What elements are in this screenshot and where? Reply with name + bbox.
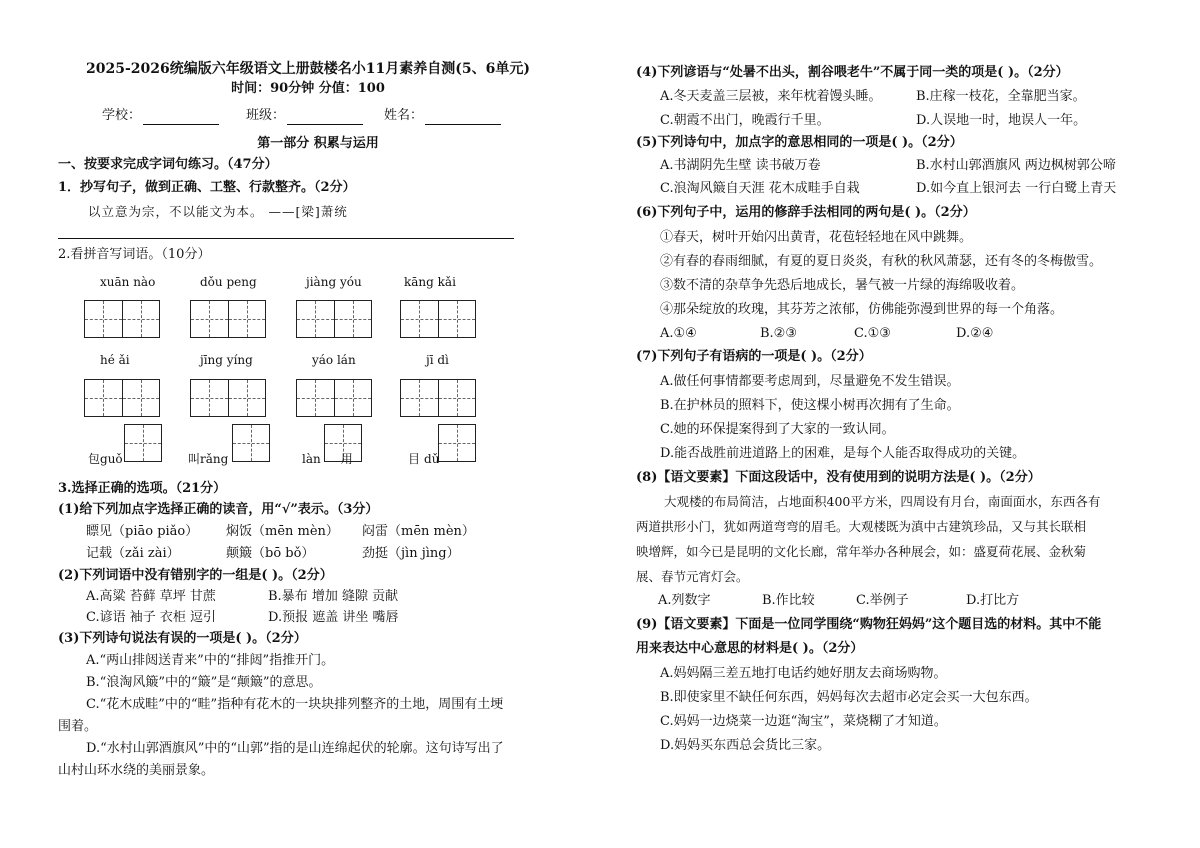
q5-title: (5)下列诗句中，加点字的意思相同的一项是( )。（2分） bbox=[636, 135, 963, 150]
q8-passage-1: 大观楼的布局简洁，占地面积400平方米，四周设有月台，南面面水，东西各有 bbox=[664, 494, 1101, 509]
class-field[interactable] bbox=[246, 107, 363, 125]
q3-2-title: (2)下列词语中没有错别字的一组是( )。（2分） bbox=[58, 568, 333, 583]
q1-sentence: 以立意为宗，不以能文为本。 ——[梁]萧统 bbox=[88, 204, 348, 219]
word-jiaorang: 叫rǎng bbox=[188, 452, 229, 466]
q6-sentence-4: ④那朵绽放的玫瑰，其芬芳之浓郁，仿佛能弥漫到世界的每一个角落。 bbox=[660, 302, 1064, 317]
class-label: 班级： bbox=[246, 108, 286, 123]
q5-option-b[interactable]: B.水村山郭酒旗风 两边枫树郭公啼 bbox=[916, 158, 1116, 173]
q3-1-item-3[interactable]: 闷雷（mēn mèn） bbox=[362, 524, 475, 539]
q9-option-c[interactable]: C.妈妈一边烧菜一边逛“淘宝”，菜烧糊了才知道。 bbox=[660, 714, 947, 729]
q9-option-d[interactable]: D.妈妈买东西总会货比三家。 bbox=[660, 738, 831, 753]
q3-3-option-d-cont: 山村山环水绕的美丽景象。 bbox=[58, 763, 215, 778]
single-box-4[interactable] bbox=[438, 424, 476, 462]
write-box-4[interactable] bbox=[400, 300, 476, 338]
q8-option-c[interactable]: C.举例子 bbox=[856, 593, 909, 608]
q8-passage-4: 展、春节元宵灯会。 bbox=[636, 569, 749, 584]
q6-sentence-3: ③数不清的杂草争先恐后地成长，暑气被一片绿的海绵吸收着。 bbox=[660, 278, 1025, 293]
pinyin-7: yáo lán bbox=[312, 353, 356, 367]
write-box-3[interactable] bbox=[296, 300, 372, 338]
q6-option-a[interactable]: A.①④ bbox=[660, 326, 697, 341]
single-box-1[interactable] bbox=[124, 424, 162, 462]
q3-1-item-6[interactable]: 劲挺（jìn jìng） bbox=[362, 546, 460, 561]
q4-option-a[interactable]: A.冬天麦盖三层被，来年枕着馒头睡。 bbox=[660, 89, 882, 104]
q9-option-b[interactable]: B.即使家里不缺任何东西，妈妈每次去超市必定会买一大包东西。 bbox=[660, 690, 1038, 705]
q1-title: 1．抄写句子，做到正确、工整、行款整齐。（2分） bbox=[58, 180, 356, 195]
time-info: 时间：90分钟 分值：100 bbox=[231, 81, 385, 96]
school-label: 学校： bbox=[102, 108, 142, 123]
q7-option-b[interactable]: B.在护林员的照料下，使这棵小树再次拥有了生命。 bbox=[660, 398, 960, 413]
write-box-8[interactable] bbox=[400, 379, 476, 417]
q8-option-b[interactable]: B.作比较 bbox=[762, 593, 815, 608]
q3-2-option-d[interactable]: D.预报 遮盖 讲坐 嘴唇 bbox=[268, 610, 399, 625]
pinyin-3: jiàng yóu bbox=[306, 275, 362, 289]
pinyin-2: dǒu peng bbox=[200, 275, 257, 289]
q3-1-item-4[interactable]: 记载（zǎi zài） bbox=[86, 546, 180, 561]
q3-3-option-c-cont: 围着。 bbox=[58, 719, 98, 734]
q4-option-b[interactable]: B.庄稼一枝花，全靠肥当家。 bbox=[916, 89, 1086, 104]
word-mudu: 目 dǔ bbox=[408, 452, 440, 466]
q6-sentence-1: ①春天，树叶开始闪出黄青，花苞轻轻地在风中跳舞。 bbox=[660, 230, 973, 245]
q3-1-item-5[interactable]: 颠簸（bō bǒ） bbox=[226, 546, 315, 561]
pinyin-5: hé ǎi bbox=[100, 353, 130, 367]
q3-title: 3.选择正确的选项。（21分） bbox=[58, 481, 227, 496]
school-field[interactable] bbox=[102, 107, 219, 125]
write-box-5[interactable] bbox=[84, 379, 160, 417]
pinyin-6: jīng yíng bbox=[200, 353, 253, 367]
class-blank[interactable] bbox=[287, 112, 363, 125]
q3-2-option-b[interactable]: B.暴布 增加 缝隙 贡献 bbox=[268, 589, 399, 604]
q6-option-c[interactable]: C.①③ bbox=[854, 326, 891, 341]
section1-title: 一、按要求完成字词句练习。（47分） bbox=[58, 157, 278, 172]
q8-option-d[interactable]: D.打比方 bbox=[966, 593, 1020, 608]
q5-option-a[interactable]: A.书湖阴先生壁 读书破万卷 bbox=[660, 158, 821, 173]
q3-2-option-c[interactable]: C.谚语 袖子 衣柜 逗引 bbox=[86, 610, 217, 625]
name-label: 姓名： bbox=[384, 108, 424, 123]
q4-title: (4)下列谚语与“处暑不出头，割谷喂老牛”不属于同一类的项是( )。（2分） bbox=[636, 65, 1069, 80]
q4-option-c[interactable]: C.朝霞不出门，晚霞行千里。 bbox=[660, 113, 830, 128]
write-box-1[interactable] bbox=[84, 300, 160, 338]
q4-option-d[interactable]: D.人误地一时，地误人一年。 bbox=[916, 113, 1087, 128]
q6-option-d[interactable]: D.②④ bbox=[956, 326, 994, 341]
q8-title: (8)【语文要素】下面这段话中，没有使用到的说明方法是( )。（2分） bbox=[636, 470, 1041, 485]
name-blank[interactable] bbox=[425, 112, 501, 125]
single-box-2[interactable] bbox=[232, 424, 270, 462]
write-box-7[interactable] bbox=[296, 379, 372, 417]
q5-option-d[interactable]: D.如今直上银河去 一行白鹭上青天 bbox=[916, 181, 1117, 196]
exam-title: 2025-2026统编版六年级语文上册鼓楼名小11月素养自测(5、6单元) bbox=[86, 61, 530, 77]
pinyin-4: kāng kǎi bbox=[404, 275, 456, 289]
q7-title: (7)下列句子有语病的一项是( )。（2分） bbox=[636, 349, 872, 364]
pinyin-8: jī dì bbox=[426, 353, 449, 367]
q6-sentence-2: ②有春的春雨细腻，有夏的夏日炎炎，有秋的秋风萧瑟，还有冬的冬梅傲雪。 bbox=[660, 254, 1103, 269]
name-field[interactable] bbox=[384, 107, 501, 125]
q8-option-a[interactable]: A.列数字 bbox=[658, 593, 711, 608]
q7-option-c[interactable]: C.她的环保提案得到了大家的一致认同。 bbox=[660, 422, 895, 437]
write-box-6[interactable] bbox=[190, 379, 266, 417]
q6-title: (6)下列句子中，运用的修辞手法相同的两句是( )。（2分） bbox=[636, 205, 976, 220]
q3-1-item-1[interactable]: 瞟见（piāo piǎo） bbox=[86, 524, 199, 539]
q9-option-a[interactable]: A.妈妈隔三差五地打电话约她好朋友去商场购物。 bbox=[660, 666, 947, 681]
q3-3-title: (3)下列诗句说法有误的一项是( )。（2分） bbox=[58, 631, 307, 646]
q9-title: (9)【语文要素】下面是一位同学围绕“购物狂妈妈”这个题目选的材料。其中不能 bbox=[636, 617, 1102, 632]
q2-title: 2.看拼音写词语。（10分） bbox=[58, 247, 211, 262]
q8-passage-2: 两道拱形小门，犹如两道弯弯的眉毛。大观楼既为滇中古建筑珍品，又与其长联相 bbox=[636, 519, 1087, 534]
school-blank[interactable] bbox=[143, 112, 219, 125]
q3-3-option-b[interactable]: B.“浪淘风簸”中的“簸”是“颠簸”的意思。 bbox=[86, 675, 322, 690]
q3-1-item-2[interactable]: 焖饭（mēn mèn） bbox=[226, 524, 339, 539]
q1-answer-line[interactable] bbox=[58, 238, 514, 239]
q7-option-a[interactable]: A.做任何事情都要考虑周到，尽量避免不发生错误。 bbox=[660, 374, 960, 389]
q3-1-title: (1)给下列加点字选择正确的读音，用“√”表示。（3分） bbox=[58, 502, 379, 517]
pinyin-1: xuān nào bbox=[100, 275, 156, 289]
q7-option-d[interactable]: D.能否战胜前进道路上的困难，是每个人能否取得成功的关键。 bbox=[660, 446, 1026, 461]
q9-title-cont: 用来表达中心意思的材料是( )。（2分） bbox=[636, 641, 864, 656]
part1-title: 第一部分 积累与运用 bbox=[257, 136, 379, 151]
q8-passage-3: 映增辉，如今已是昆明的文化长廊，常年举办各种展会，如：盛夏荷花展、金秋菊 bbox=[636, 544, 1087, 559]
q5-option-c[interactable]: C.浪淘风簸自天涯 花木成畦手自栽 bbox=[660, 181, 860, 196]
word-baoguo: 包guǒ bbox=[88, 452, 123, 466]
word-lanyong: làn 用 bbox=[302, 452, 353, 466]
q6-option-b[interactable]: B.②③ bbox=[760, 326, 797, 341]
q3-3-option-a[interactable]: A.“两山排闼送青来”中的“排闼”指推开门。 bbox=[86, 653, 335, 668]
write-box-2[interactable] bbox=[190, 300, 266, 338]
q3-3-option-d[interactable]: D.“水村山郭酒旗风”中的“山郭”指的是山连绵起伏的轮廓。这句诗写出了 bbox=[86, 741, 504, 756]
q3-3-option-c[interactable]: C.“花木成畦”中的“畦”指种有花木的一块块排列整齐的土地，周围有土埂 bbox=[86, 697, 504, 712]
q3-2-option-a[interactable]: A.高粱 苔藓 草坪 甘蔗 bbox=[86, 589, 216, 604]
